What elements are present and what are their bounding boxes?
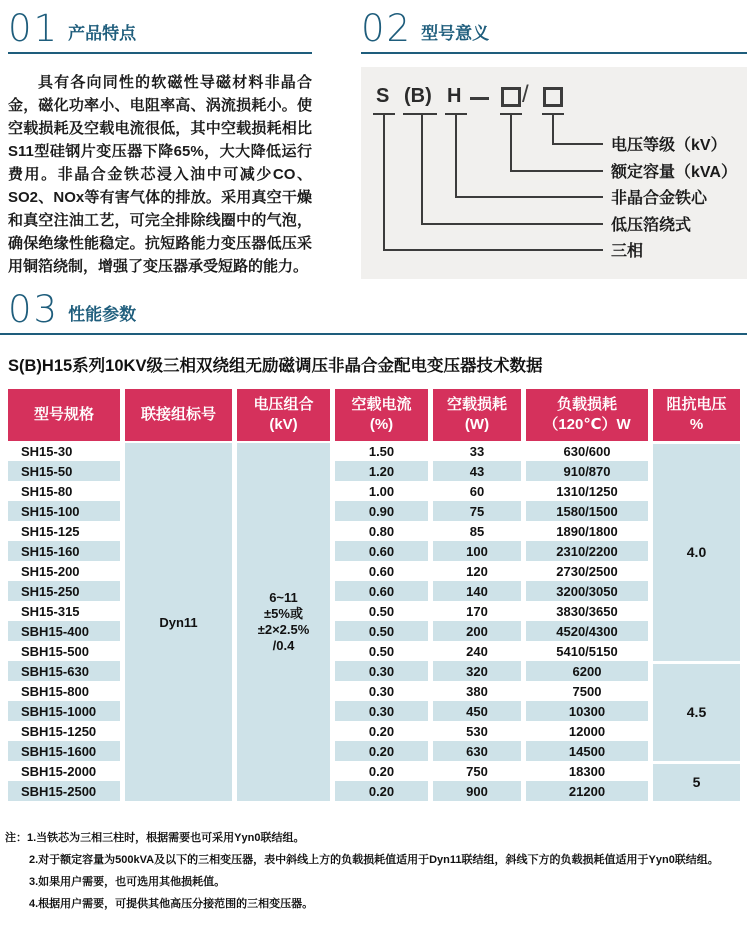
code-letter-s: S <box>376 85 390 107</box>
diagram-label-rated-capacity: 额定容量（kVA） <box>611 164 737 181</box>
no-load-current-cell: 0.30 <box>368 683 395 699</box>
no-load-loss-cell: 43 <box>433 461 521 481</box>
load-loss-cell: 2730/2500 <box>556 563 618 579</box>
load-loss-cell: 4520/4300 <box>526 621 648 641</box>
no-load-current-cell: 0.30 <box>335 701 428 721</box>
table-row <box>8 581 740 601</box>
load-loss-cell: 7500 <box>572 683 602 699</box>
impedance-cell: 4.5 <box>653 661 740 761</box>
no-load-current-cell: 1.50 <box>368 443 395 459</box>
footnotes <box>5 827 747 915</box>
section-title: 性能参数 <box>68 305 137 324</box>
model-cell: SH15-30 <box>21 443 73 459</box>
model-cell: SBH15-1250 <box>21 723 97 739</box>
connection-group-cell: Dyn11 <box>125 441 232 801</box>
no-load-loss-cell: 170 <box>466 603 488 619</box>
load-loss-cell: 14500 <box>526 741 648 761</box>
no-load-loss-cell: 630 <box>433 741 521 761</box>
no-load-current-cell: 0.20 <box>335 781 428 801</box>
no-load-current-cell: 0.20 <box>335 741 428 761</box>
model-cell: SH15-160 <box>8 541 120 561</box>
load-loss-cell: 12000 <box>568 723 606 739</box>
section-title: 型号意义 <box>421 24 490 43</box>
no-load-loss-cell: 140 <box>433 581 521 601</box>
diagram-label-foil-winding: 低压箔绕式 <box>611 217 692 234</box>
column-header: 空载电流 (%) <box>335 389 428 441</box>
footnote-item: 2.对于额定容量为500kVA及以下的三相变压器，表中斜线上方的负载损耗值适用于Dyn11联结组，斜线下方的负载损耗值适用于Yyn0联结组。 <box>29 854 719 866</box>
model-cell: SH15-315 <box>21 603 80 619</box>
diagram-label-three-phase: 三相 <box>611 243 644 260</box>
code-dash <box>470 97 489 100</box>
table-row <box>8 461 740 481</box>
column-header: 联接组标号 <box>125 389 232 441</box>
column-header: 电压组合 (kV) <box>237 389 330 441</box>
no-load-current-cell: 0.80 <box>368 523 395 539</box>
section-model-meaning <box>361 7 747 279</box>
no-load-loss-cell: 85 <box>469 523 485 539</box>
no-load-loss-cell: 200 <box>433 621 521 641</box>
section-number: 03 <box>8 288 60 331</box>
no-load-loss-cell: 60 <box>469 483 485 499</box>
no-load-loss-cell: 100 <box>433 541 521 561</box>
table-row <box>8 561 740 581</box>
impedance-cell: 5 <box>653 761 740 801</box>
section-product-features <box>8 7 312 279</box>
spec-table <box>3 389 745 801</box>
table-row <box>8 701 740 721</box>
no-load-loss-cell: 320 <box>433 661 521 681</box>
model-cell: SH15-80 <box>21 483 73 499</box>
voltage-combo-cell: 6~11 ±5%或 ±2×2.5% /0.4 <box>237 441 330 801</box>
no-load-current-cell: 0.20 <box>368 763 395 779</box>
load-loss-cell: 5410/5150 <box>556 643 618 659</box>
footnote-item: 注：1.当铁芯为三相三柱时，根据需要也可采用Yyn0联结组。 <box>5 832 305 844</box>
no-load-current-cell: 0.20 <box>368 723 395 739</box>
section-title: 产品特点 <box>68 24 137 43</box>
features-header <box>8 7 312 54</box>
table-row <box>8 641 740 661</box>
table-row <box>8 541 740 561</box>
load-loss-cell: 18300 <box>568 763 606 779</box>
no-load-current-cell: 0.50 <box>368 643 395 659</box>
load-loss-cell: 1310/1250 <box>556 483 618 499</box>
model-cell: SBH15-400 <box>8 621 120 641</box>
column-header: 负载损耗 （120℃）W <box>526 389 648 441</box>
model-cell: SBH15-500 <box>21 643 89 659</box>
no-load-current-cell: 1.00 <box>368 483 395 499</box>
load-loss-cell: 3830/3650 <box>556 603 618 619</box>
no-load-current-cell: 0.60 <box>335 581 428 601</box>
load-loss-cell: 6200 <box>526 661 648 681</box>
model-cell: SBH15-1000 <box>8 701 120 721</box>
table-row <box>8 681 740 701</box>
section-number: 01 <box>8 7 60 50</box>
spec-table-body <box>8 441 740 801</box>
diagram-label-amorphous-core: 非晶合金铁心 <box>611 190 708 207</box>
model-cell: SBH15-2500 <box>8 781 120 801</box>
load-loss-cell: 21200 <box>526 781 648 801</box>
model-cell: SBH15-800 <box>21 683 89 699</box>
no-load-loss-cell: 75 <box>433 501 521 521</box>
capacity-placeholder-box <box>501 87 521 107</box>
table-row <box>8 601 740 621</box>
model-cell: SH15-125 <box>21 523 80 539</box>
spec-table-head <box>8 389 740 441</box>
table-row <box>8 501 740 521</box>
footnote-item: 4.根据用户需要，可提供其他高压分接范围的三相变压器。 <box>29 898 314 910</box>
section-number: 02 <box>361 7 413 50</box>
no-load-loss-cell: 33 <box>469 443 485 459</box>
diagram-label-voltage-class: 电压等级（kV） <box>611 137 727 154</box>
no-load-loss-cell: 530 <box>466 723 488 739</box>
load-loss-cell: 3200/3050 <box>526 581 648 601</box>
code-letter-b: (B) <box>404 85 432 107</box>
impedance-cell: 4.0 <box>653 441 740 661</box>
load-loss-cell: 1890/1800 <box>556 523 618 539</box>
model-cell: SH15-50 <box>8 461 120 481</box>
column-header: 空载损耗 (W) <box>433 389 521 441</box>
model-cell: SH15-200 <box>21 563 80 579</box>
table-row <box>8 521 740 541</box>
column-header: 阻抗电压 % <box>653 389 740 441</box>
no-load-current-cell: 0.60 <box>368 563 395 579</box>
no-load-loss-cell: 380 <box>466 683 488 699</box>
no-load-current-cell: 0.50 <box>368 603 395 619</box>
load-loss-cell: 1580/1500 <box>526 501 648 521</box>
table-row <box>8 481 740 501</box>
model-header <box>361 7 747 54</box>
features-paragraph: 具有各向同性的软磁性导磁材料非晶合金，磁化功率小、电阻率高、涡流损耗小。使空载损耗及空载电流很低，其中空载损耗相比S11型硅钢片变压器下降65%，大大降低运行费用。非晶合金铁芯浸入油中可减少CO、SO2、NOx等有害气体的排放。采用真空干燥和真空注油工艺，可完全排除线圈中的气泡，确保绝缘性能稳定。抗短路能力变压器低压采用铜箔绕制，增强了变压器承受短路的能力。 <box>8 74 312 275</box>
model-cell: SBH15-630 <box>8 661 120 681</box>
table-row <box>8 621 740 641</box>
no-load-loss-cell: 120 <box>466 563 488 579</box>
model-code-diagram <box>361 67 747 279</box>
no-load-current-cell: 0.60 <box>335 541 428 561</box>
top-row <box>0 0 747 279</box>
model-cell: SH15-100 <box>8 501 120 521</box>
section-performance-parameters <box>0 288 747 915</box>
no-load-current-cell: 1.20 <box>335 461 428 481</box>
load-loss-cell: 2310/2200 <box>526 541 648 561</box>
model-cell: SBH15-2000 <box>21 763 97 779</box>
table-title: S(B)H15系列10KV级三相双绕组无励磁调压非晶合金配电变压器技术数据 <box>8 357 543 375</box>
no-load-current-cell: 0.30 <box>335 661 428 681</box>
no-load-loss-cell: 750 <box>466 763 488 779</box>
table-row <box>8 721 740 741</box>
code-letter-h: H <box>447 85 462 107</box>
load-loss-cell: 10300 <box>526 701 648 721</box>
performance-header <box>0 288 747 335</box>
model-cell: SBH15-1600 <box>8 741 120 761</box>
connector-line-three-phase <box>383 115 603 251</box>
table-row <box>8 661 740 681</box>
table-row <box>8 761 740 781</box>
table-row <box>8 741 740 761</box>
model-cell: SH15-250 <box>8 581 120 601</box>
code-slash: / <box>522 81 529 108</box>
voltage-placeholder-box <box>543 87 563 107</box>
load-loss-cell: 630/600 <box>563 443 611 459</box>
no-load-loss-cell: 450 <box>433 701 521 721</box>
no-load-current-cell: 0.50 <box>335 621 428 641</box>
no-load-loss-cell: 900 <box>433 781 521 801</box>
no-load-loss-cell: 240 <box>466 643 488 659</box>
table-row <box>8 781 740 801</box>
no-load-current-cell: 0.90 <box>335 501 428 521</box>
load-loss-cell: 910/870 <box>526 461 648 481</box>
column-header: 型号规格 <box>8 389 120 441</box>
footnote-item: 3.如果用户需要，也可选用其他损耗值。 <box>29 876 226 888</box>
table-row <box>8 441 740 461</box>
